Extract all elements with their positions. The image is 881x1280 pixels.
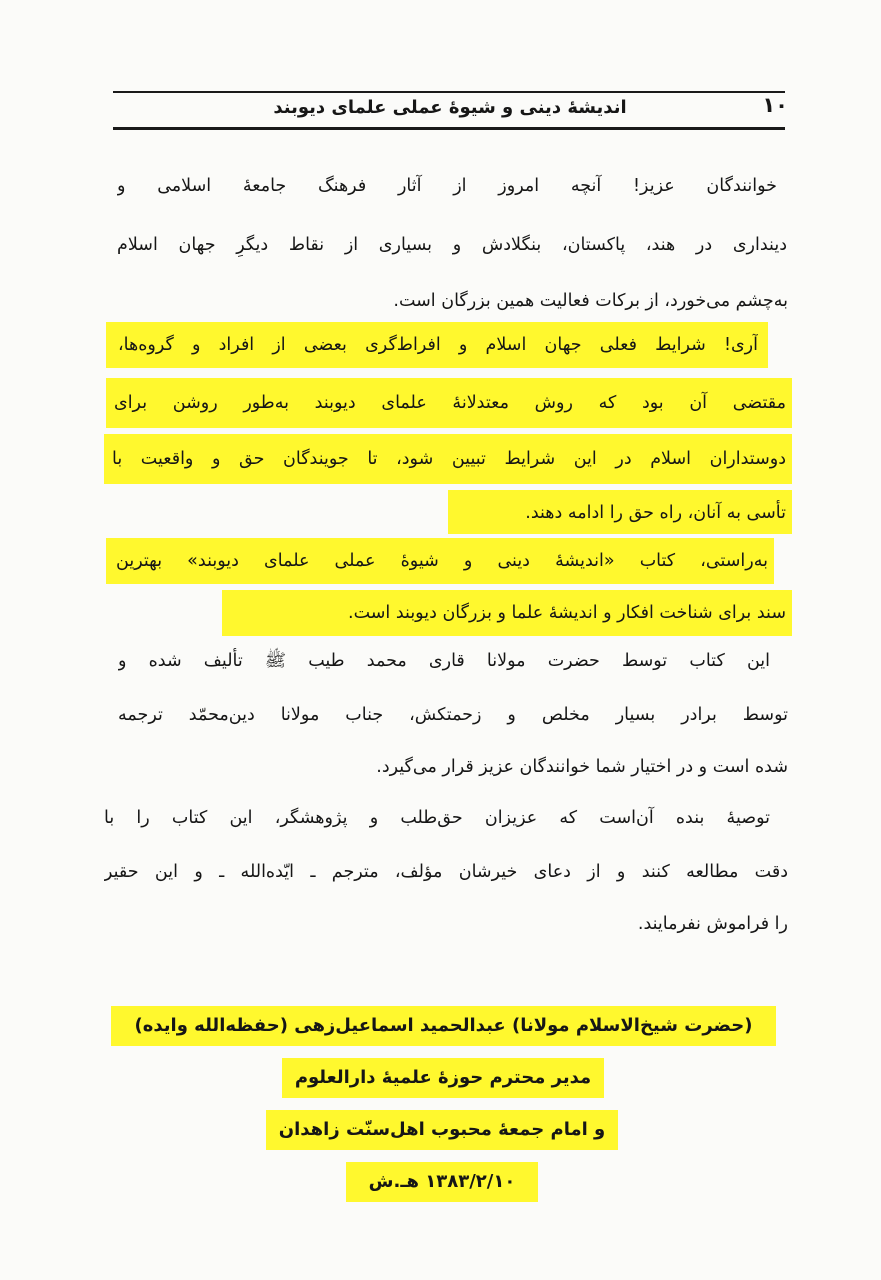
paragraph-2-line-3: دوستداران اسلام در این شرایط تبیین شود، تا جویندگان حق و واقعیت با <box>112 449 786 469</box>
paragraph-4-line-3: شده است و در اختیار شما خوانندگان عزیز قرار می‌گیرد. <box>376 757 788 777</box>
signature-name: (حضرت شیخ‌الاسلام مولانا) عبدالحمید اسماعیل‌زهی (حفظه‌الله وایده) <box>111 1006 776 1046</box>
paragraph-4-line-2: توسط برادر بسیار مخلص و زحمتکش، جناب مولانا دین‌محمّد ترجمه <box>118 705 788 725</box>
paragraph-5-line-1: توصیهٔ بنده آن‌است که عزیزان حق‌طلب و پژوهشگر، این کتاب را با <box>104 808 770 828</box>
signature-date: ۱۳۸۳/۲/۱۰ هـ.ش <box>346 1162 538 1202</box>
signature-position: مدیر محترم حوزهٔ علمیهٔ دارالعلوم <box>282 1058 604 1098</box>
paragraph-3-line-1: به‌راستی، کتاب «اندیشهٔ دینی و شیوهٔ عملی علمای دیوبند» بهترین <box>116 551 768 571</box>
paragraph-1-line-2: دینداری در هند، پاکستان، بنگلادش و بسیاری از نقاط دیگرِ جهان اسلام <box>117 235 787 255</box>
paragraph-5-line-3: را فراموش نفرمایند. <box>637 914 788 934</box>
paragraph-2-line-2: مقتضی آن بود که روش معتدلانهٔ علمای دیوبند به‌طور روشن برای <box>114 393 786 413</box>
paragraph-1-line-3: به‌چشم می‌خورد، از برکات فعالیت همین بزرگان است. <box>393 291 788 311</box>
page-number: ۱۰ <box>762 93 788 117</box>
paragraph-2-line-4: تأسی به آنان، راه حق را ادامه دهند. <box>525 503 786 523</box>
paragraph-4-line-1: این کتاب توسط حضرت مولانا قاری محمد طیب ﷺ تألیف شده و <box>118 651 770 671</box>
paragraph-1-line-1: خوانندگان عزیز! آنچه امروز از آثار فرهنگ جامعهٔ اسلامی و <box>117 176 777 196</box>
running-header-title: اندیشهٔ دینی و شیوهٔ عملی علمای دیوبند <box>273 97 627 118</box>
paragraph-2-line-1: آری! شرایط فعلی جهان اسلام و افراط‌گری بعضی از افراد و گروه‌ها، <box>118 335 758 355</box>
paragraph-5-line-2: دقت مطالعه کنند و از دعای خیرشان مؤلف، مترجم ـ ایّده‌الله ـ و این حقیر <box>104 862 788 882</box>
header-bottom-rule <box>113 127 785 130</box>
paragraph-3-line-2: سند برای شناخت افکار و اندیشهٔ علما و بزرگان دیوبند است. <box>348 603 786 623</box>
header-top-rule <box>113 91 785 93</box>
signature-role: و امام جمعهٔ محبوب اهل‌سنّت زاهدان <box>266 1110 618 1150</box>
